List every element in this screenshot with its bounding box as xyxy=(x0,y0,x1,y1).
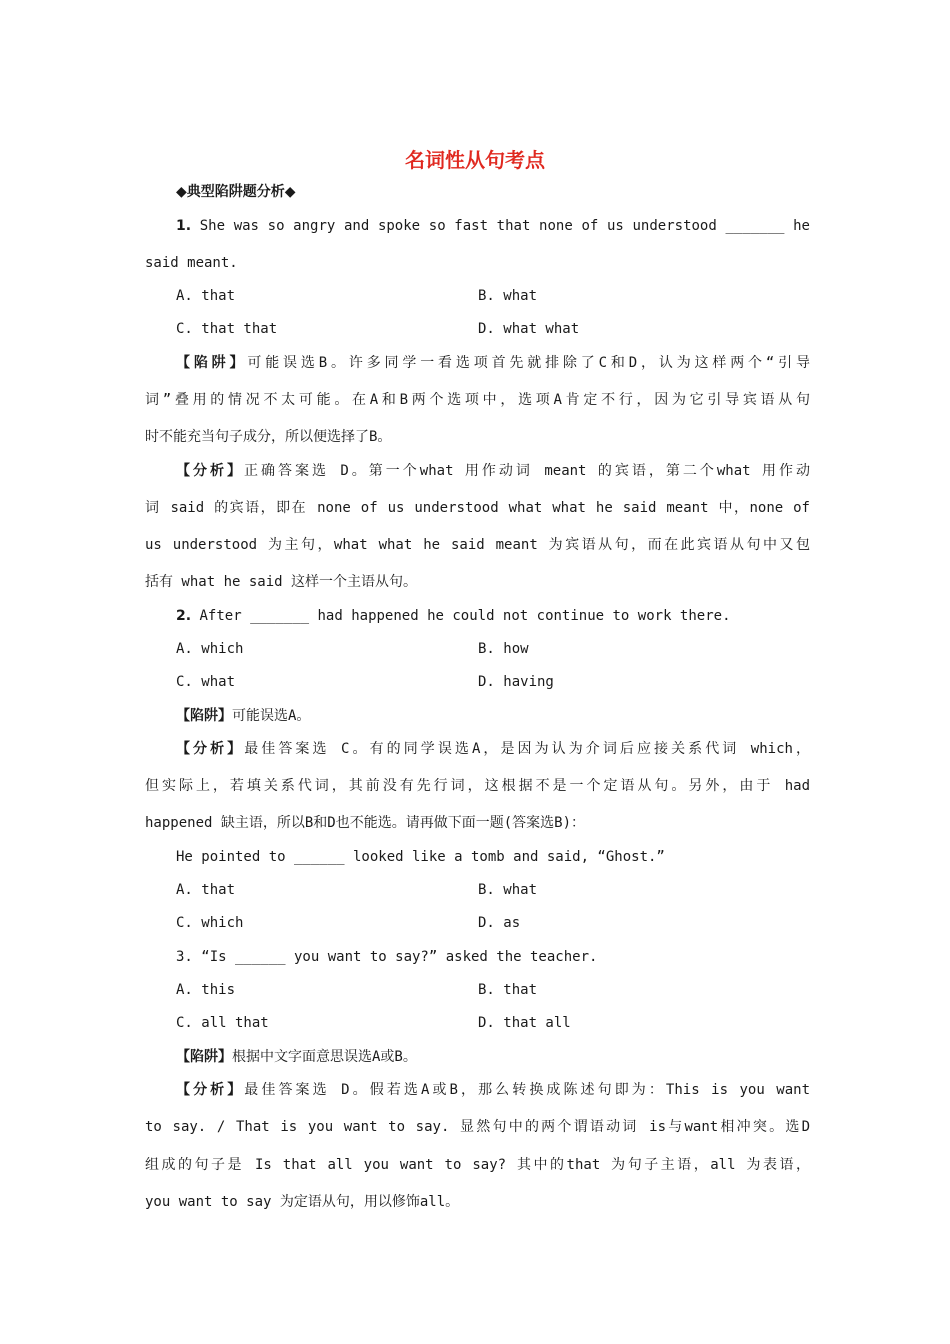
q2-option-c: C. what xyxy=(176,674,236,690)
q1-trap-line-1 xyxy=(176,353,810,373)
q1-number: 1. xyxy=(176,218,192,234)
q2-analysis-line-3: happened 缺主语，所以B和D也不能选。请再做下面一题(答案选B)： xyxy=(145,815,586,831)
q3-trap-text-1: 根据中文字面意思误选A或B。 xyxy=(232,1049,417,1065)
q1-trap-line-2: 词”叠用的情况不太可能。在A和B两个选项中，选项A肯定不行，因为它引导宾语从句 xyxy=(145,392,810,408)
q1-option-a: A. that xyxy=(176,288,236,304)
q2-analysis-text-1: 最佳答案选 C。有的同学误选A，是因为认为介词后应接关系代词 which， xyxy=(244,741,811,757)
q1-trap-label: 【陷阱】 xyxy=(176,355,248,371)
q3-stem-line-1: 3. “Is ______ you want to say?” asked the teacher. xyxy=(176,949,598,965)
q1-option-b: B. what xyxy=(478,288,538,304)
q2-extra-option-c: C. which xyxy=(176,915,244,931)
q1-analysis-line-3: us understood 为主句，what what he said meant 为宾语从句，而在此宾语从句中又包 xyxy=(145,537,810,553)
q1-stem-line-2: said meant. xyxy=(145,255,238,271)
q2-option-d: D. having xyxy=(478,674,554,690)
q3-analysis-label: 【分析】 xyxy=(176,1082,245,1098)
q1-stem-text: She was so angry and spoke so fast that none of us understood _______ he xyxy=(199,218,810,234)
q2-extra-option-b: B. what xyxy=(478,882,538,898)
q3-trap-label: 【陷阱】 xyxy=(176,1049,232,1065)
q1-option-d: D. what what xyxy=(478,321,580,337)
section-heading: ◆典型陷阱题分析◆ xyxy=(176,184,296,200)
q2-stem-text: After _______ had happened he could not continue to work there. xyxy=(199,608,731,624)
q1-analysis-line-2: 词 said 的宾语，即在 none of us understood what what he said meant 中，none of xyxy=(145,500,810,516)
q1-trap-text-1: 可能误选B。许多同学一看选项首先就排除了C和D，认为这样两个“引导 xyxy=(247,355,811,371)
q1-analysis-line-4: 括有 what he said 这样一个主语从句。 xyxy=(145,574,418,590)
q3-option-c: C. all that xyxy=(176,1015,269,1031)
q2-option-b: B. how xyxy=(478,641,529,657)
q1-analysis-line-1 xyxy=(176,461,810,481)
q1-analysis-text-1: 正确答案选 D。第一个what 用作动词 meant 的宾语，第二个what 用作动 xyxy=(243,463,810,479)
q2-extra-question: He pointed to ______ looked like a tomb and said, “Ghost.” xyxy=(176,849,665,865)
q3-analysis-line-2: to say. / That is you want to say. 显然句中的两个谓语动词 is与want相冲突。选D xyxy=(145,1119,810,1135)
q2-trap-line-1 xyxy=(176,706,810,726)
q2-trap-label: 【陷阱】 xyxy=(176,708,232,724)
q3-option-b: B. that xyxy=(478,982,538,998)
page-title: 名词性从句考点 xyxy=(405,148,545,172)
q2-analysis-label: 【分析】 xyxy=(176,741,245,757)
q1-option-c: C. that that xyxy=(176,321,278,337)
q3-analysis-line-1 xyxy=(176,1080,810,1100)
q2-extra-option-d: D. as xyxy=(478,915,521,931)
q2-trap-text-1: 可能误选A。 xyxy=(232,708,311,724)
q2-analysis-line-2: 但实际上，若填关系代词，其前没有先行词，这根据不是一个定语从句。另外，由于 had xyxy=(145,778,810,794)
q2-option-a: A. which xyxy=(176,641,244,657)
q3-option-d: D. that all xyxy=(478,1015,571,1031)
q2-number: 2. xyxy=(176,608,192,624)
q3-trap-line-1 xyxy=(176,1047,810,1067)
q2-stem-line-1 xyxy=(176,606,810,626)
q1-analysis-label: 【分析】 xyxy=(176,463,244,479)
q3-analysis-line-3: 组成的句子是 Is that all you want to say? 其中的that 为句子主语，all 为表语， xyxy=(145,1157,810,1173)
q3-analysis-text-1: 最佳答案选 D。假若选A或B，那么转换成陈述句即为：This is you want xyxy=(244,1082,810,1098)
q3-option-a: A. this xyxy=(176,982,236,998)
q2-extra-option-a: A. that xyxy=(176,882,236,898)
q3-analysis-line-4: you want to say 为定语从句，用以修饰all。 xyxy=(145,1194,460,1210)
q1-stem-line-1 xyxy=(176,216,810,236)
q1-trap-line-3: 时不能充当句子成分，所以便选择了B。 xyxy=(145,429,392,445)
q2-analysis-line-1 xyxy=(176,739,810,759)
